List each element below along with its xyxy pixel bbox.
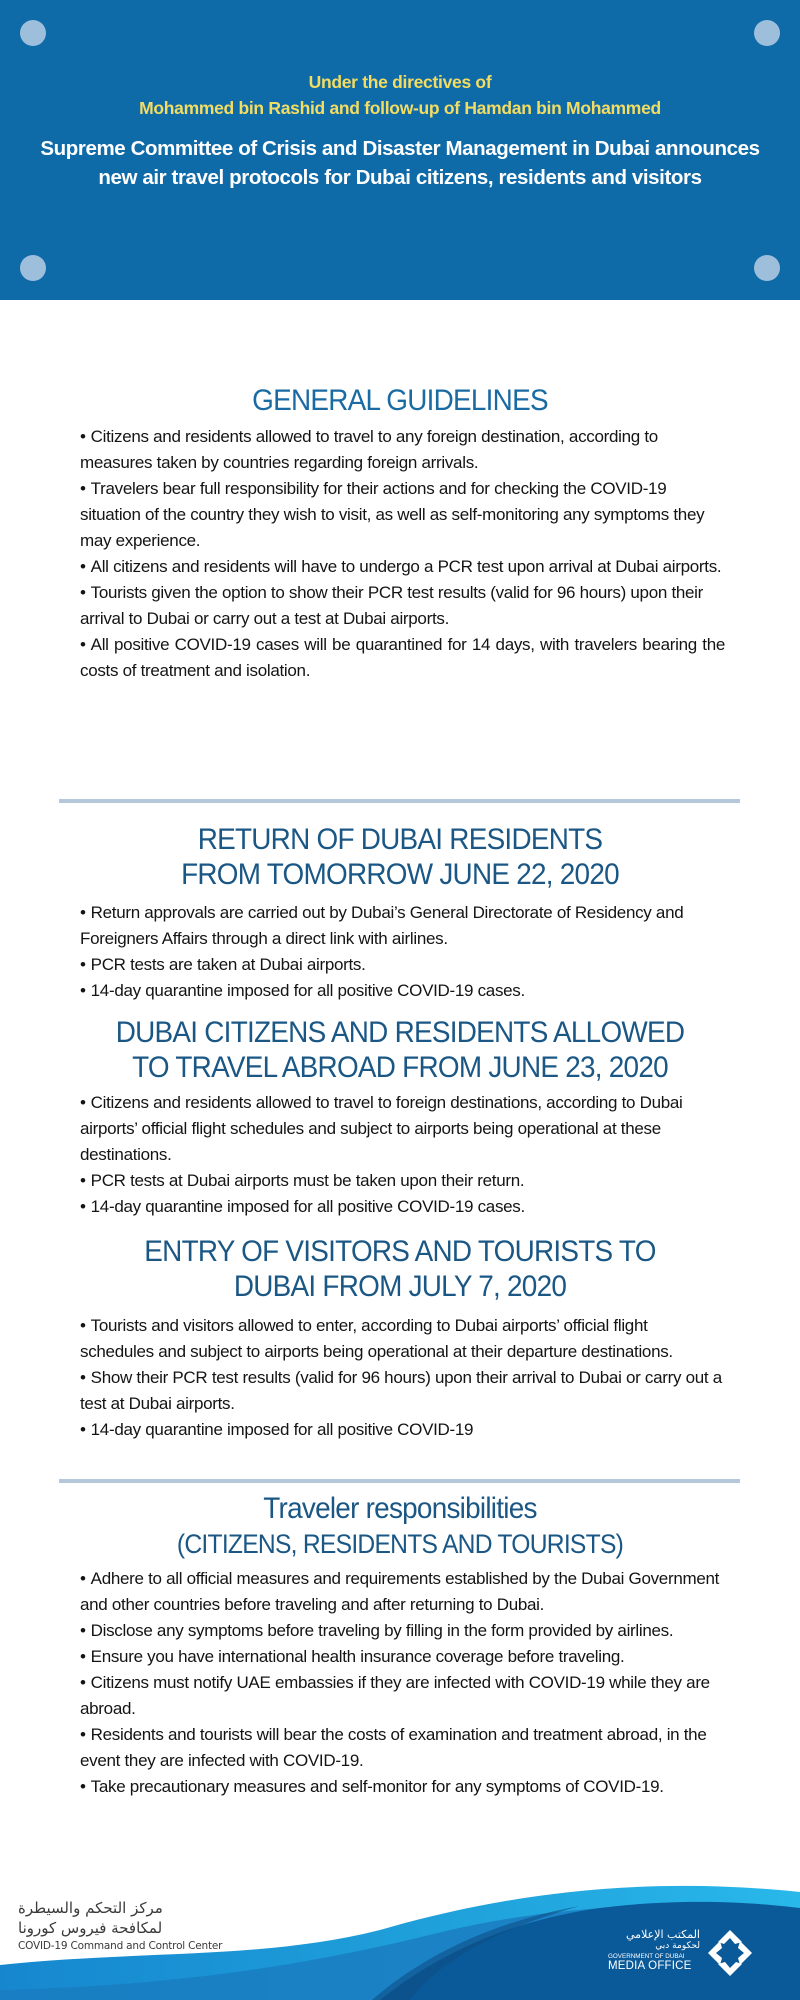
media-office-name: MEDIA OFFICE xyxy=(608,1960,692,1972)
list-item: • Ensure you have international health insurance coverage before traveling. xyxy=(80,1647,625,1666)
list-item: • Take precautionary measures and self-monitor for any symptoms of COVID-19. xyxy=(80,1777,664,1796)
directive-line-2: Mohammed bin Rashid and follow-up of Hamdan bin Mohammed xyxy=(139,98,661,118)
bullet-icon: • xyxy=(80,557,86,576)
list-item: • Citizens and residents allowed to travel to any foreign destination, according to measures taken by countries regarding foreign arrivals. xyxy=(80,427,658,472)
list-item: • Adhere to all official measures and requirements established by the Dubai Government and other countries before traveling and after returning to Dubai. xyxy=(80,1569,720,1614)
bullet-icon: • xyxy=(80,1420,86,1439)
decorative-dot xyxy=(20,20,46,46)
decorative-dot xyxy=(754,20,780,46)
bullet-icon: • xyxy=(80,1673,86,1692)
bullet-icon: • xyxy=(80,1368,86,1387)
section-title-general-guidelines: GENERAL GUIDELINES xyxy=(252,384,548,417)
bullet-icon: • xyxy=(80,479,86,498)
visitors-entry-list xyxy=(80,1313,725,1443)
responsibilities-list xyxy=(80,1566,725,1800)
bullet-icon: • xyxy=(80,1197,86,1216)
command-center-english: COVID-19 Command and Control Center xyxy=(18,1940,223,1952)
bullet-icon: • xyxy=(80,1569,86,1588)
section-divider xyxy=(59,799,740,803)
headline: Supreme Committee of Crisis and Disaster Management in Dubai announces new air travel protocols for Dubai citizens, residents and visitors xyxy=(40,137,760,189)
list-item: • 14-day quarantine imposed for all positive COVID-19 cases. xyxy=(80,1197,525,1216)
bullet-icon: • xyxy=(80,1171,86,1190)
bullet-icon: • xyxy=(80,635,86,654)
bullet-icon: • xyxy=(80,1725,86,1744)
media-office-logo xyxy=(608,1928,788,1988)
bullet-icon: • xyxy=(80,1647,86,1666)
command-center-arabic-line-2: لمكافحة فيروس كورونا xyxy=(18,1919,163,1937)
decorative-dot xyxy=(754,255,780,281)
return-residents-list xyxy=(80,900,725,1004)
section-divider xyxy=(59,1479,740,1483)
list-item: • Return approvals are carried out by Dubai’s General Directorate of Residency and Foreigners Affairs through a direct link with airlines. xyxy=(80,903,684,948)
list-item: • Citizens must notify UAE embassies if they are infected with COVID-19 while they are abroad. xyxy=(80,1673,710,1718)
media-office-emblem-icon xyxy=(708,1930,752,1976)
bullet-icon: • xyxy=(80,903,86,922)
command-center-logo xyxy=(18,1898,248,1952)
travel-abroad-list xyxy=(80,1090,725,1220)
section-title-visitors-entry: ENTRY OF VISITORS AND TOURISTS TO DUBAI FROM JULY 7, 2020 xyxy=(144,1235,656,1303)
bullet-icon: • xyxy=(80,427,86,446)
list-item: • 14-day quarantine imposed for all positive COVID-19 cases. xyxy=(80,981,525,1000)
section-title-responsibilities: Traveler responsibilities (CITIZENS, RESIDENTS AND TOURISTS) xyxy=(176,1492,624,1559)
bullet-icon: • xyxy=(80,583,86,602)
command-center-arabic-line-1: مركز التحكم والسيطرة xyxy=(18,1899,163,1917)
bullet-icon: • xyxy=(80,981,86,1000)
list-item: • PCR tests at Dubai airports must be taken upon their return. xyxy=(80,1171,525,1190)
general-guidelines-list xyxy=(80,424,725,684)
bullet-icon: • xyxy=(80,1093,86,1112)
list-item: • Residents and tourists will bear the costs of examination and treatment abroad, in the event they are infected with COVID-19. xyxy=(80,1725,707,1770)
decorative-dot xyxy=(20,255,46,281)
directive-line-1: Under the directives of xyxy=(308,72,492,92)
list-item: • 14-day quarantine imposed for all positive COVID-19 xyxy=(80,1420,474,1439)
list-item: • Travelers bear full responsibility for their actions and for checking the COVID-19 situation of the country they wish to visit, as well as self-monitoring any symptoms they may experience. xyxy=(80,479,705,550)
header-banner xyxy=(0,0,800,300)
list-item: • Disclose any symptoms before traveling by filling in the form provided by airlines. xyxy=(80,1621,674,1640)
media-office-arabic-line-2: لحكومة دبي xyxy=(655,1941,700,1951)
list-item: • All citizens and residents will have to undergo a PCR test upon arrival at Dubai airports. xyxy=(80,557,722,576)
bullet-icon: • xyxy=(80,1316,86,1335)
bullet-icon: • xyxy=(80,955,86,974)
list-item: • All positive COVID-19 cases will be quarantined for 14 days, with travelers bearing the costs of treatment and isolation. xyxy=(80,635,725,680)
list-item: • PCR tests are taken at Dubai airports. xyxy=(80,955,366,974)
list-item: • Tourists and visitors allowed to enter, according to Dubai airports’ official flight schedules and subject to airports being operational at their departure destinations. xyxy=(80,1316,673,1361)
list-item: • Show their PCR test results (valid for 96 hours) upon their arrival to Dubai or carry out a test at Dubai airports. xyxy=(80,1368,722,1413)
bullet-icon: • xyxy=(80,1777,86,1796)
media-office-arabic-line-1: المكتب الإعلامي xyxy=(626,1928,700,1941)
media-office-government: GOVERNMENT OF DUBAI xyxy=(608,1953,685,1960)
bullet-icon: • xyxy=(80,1621,86,1640)
section-title-return-residents: RETURN OF DUBAI RESIDENTS FROM TOMORROW JUNE 22, 2020 xyxy=(181,823,619,891)
list-item: • Tourists given the option to show their PCR test results (valid for 96 hours) upon their arrival to Dubai or carry out a test at Dubai airports. xyxy=(80,583,704,628)
list-item: • Citizens and residents allowed to travel to foreign destinations, according to Dubai airports’ official flight schedules and subject to airports being operational at these destinations. xyxy=(80,1093,683,1164)
section-title-travel-abroad: DUBAI CITIZENS AND RESIDENTS ALLOWED TO TRAVEL ABROAD FROM JUNE 23, 2020 xyxy=(115,1016,685,1084)
